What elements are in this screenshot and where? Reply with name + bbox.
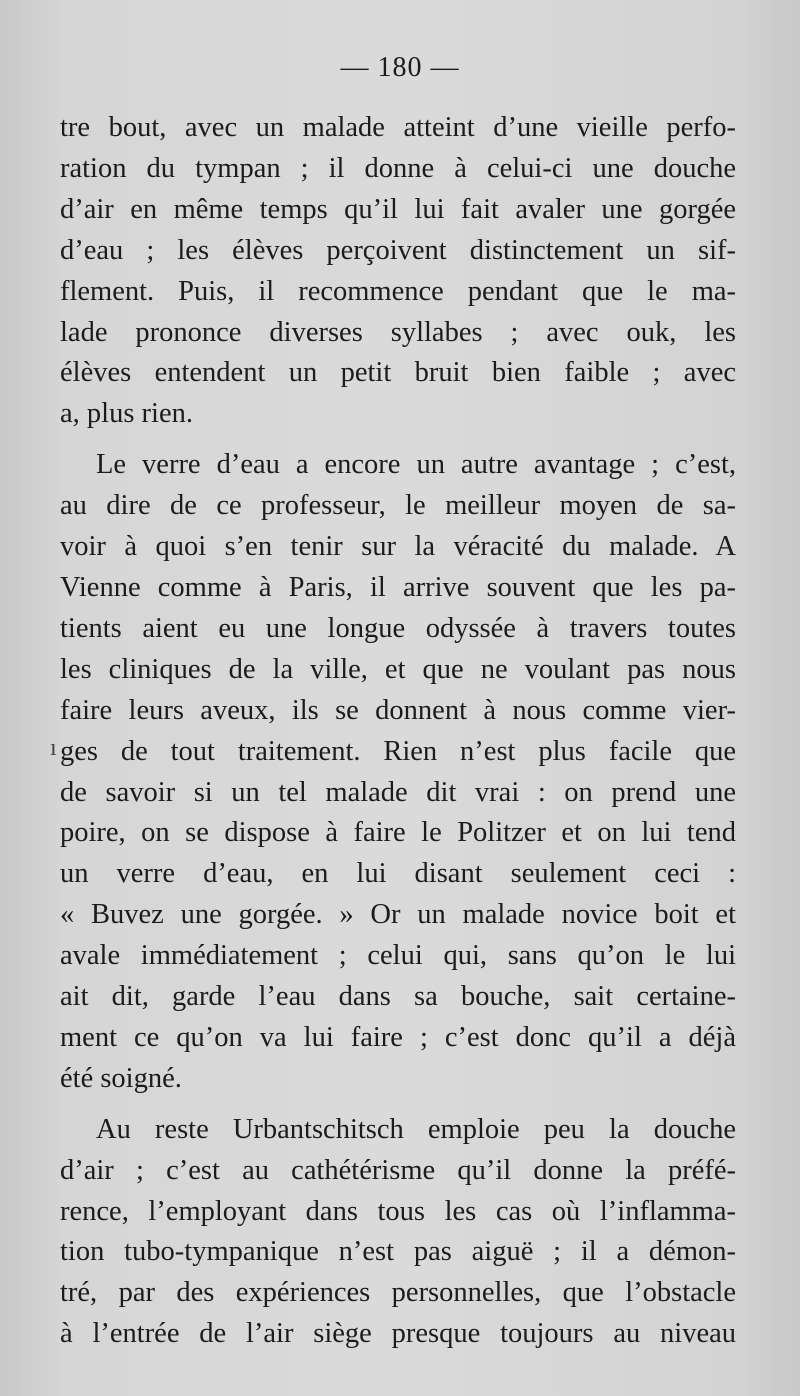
text-line: ait dit, garde l’eau dans sa bouche, sait certaine- <box>60 981 736 1013</box>
text-line: voir à quoi s’en tenir sur la véracité du malade. A <box>60 531 736 563</box>
text-line: a, plus rien. <box>60 398 193 430</box>
text-line: les cliniques de la ville, et que ne voulant pas nous <box>60 653 736 685</box>
text-line: flement. Puis, il recommence pendant que le ma- <box>60 275 736 307</box>
text-line: ration du tympan ; il donne à celui-ci une douche <box>60 152 736 184</box>
body-text <box>60 108 736 1355</box>
paragraph-1 <box>60 108 736 435</box>
text-line: lade prononce diverses syllabes ; avec ouk, les <box>60 316 736 348</box>
text-line: ment ce qu’on va lui faire ; c’est donc qu’il a déjà <box>60 1021 736 1053</box>
paragraph-2 <box>60 445 736 1100</box>
text-line: au dire de ce professeur, le meilleur moyen de sa- <box>60 490 736 522</box>
text-line: ges de tout traitement. Rien n’est plus facile que <box>60 735 736 767</box>
page-number: — 180 — <box>340 52 460 83</box>
margin-mark: ı <box>50 735 57 761</box>
text-line: été soigné. <box>60 1062 182 1094</box>
text-line: Vienne comme à Paris, il arrive souvent que les pa- <box>60 571 736 603</box>
text-line: à l’entrée de l’air siège presque toujours au niveau <box>60 1318 736 1350</box>
paragraph-3 <box>60 1110 736 1355</box>
text-line: élèves entendent un petit bruit bien faible ; avec <box>60 357 736 389</box>
text-line: tion tubo-tympanique n’est pas aiguë ; il a démon- <box>60 1236 736 1268</box>
text-line: tients aient eu une longue odyssée à travers toutes <box>60 612 736 644</box>
text-line: tre bout, avec un malade atteint d’une vieille perfo- <box>60 112 736 143</box>
text-line: Le verre d’eau a encore un autre avantage ; c’est, <box>96 449 736 481</box>
text-line: faire leurs aveux, ils se donnent à nous comme vier- <box>60 694 736 726</box>
text-line: d’eau ; les élèves perçoivent distinctement un sif- <box>60 234 736 266</box>
text-line: un verre d’eau, en lui disant seulement ceci : <box>60 858 736 890</box>
text-line: poire, on se dispose à faire le Politzer et on lui tend <box>60 817 736 849</box>
text-line: d’air ; c’est au cathétérisme qu’il donne la préfé- <box>60 1154 736 1186</box>
text-line: d’air en même temps qu’il lui fait avaler une gorgée <box>60 193 736 225</box>
text-line: « Buvez une gorgée. » Or un malade novice boit et <box>60 899 736 931</box>
text-line: de savoir si un tel malade dit vrai : on prend une <box>60 776 736 808</box>
text-line: rence, l’employant dans tous les cas où l’inflamma- <box>60 1195 736 1227</box>
text-line: avale immédiatement ; celui qui, sans qu’on le lui <box>60 940 736 972</box>
text-line: Au reste Urbantschitsch emploie peu la douche <box>96 1113 736 1145</box>
text-line: tré, par des expériences personnelles, que l’obstacle <box>60 1277 736 1309</box>
